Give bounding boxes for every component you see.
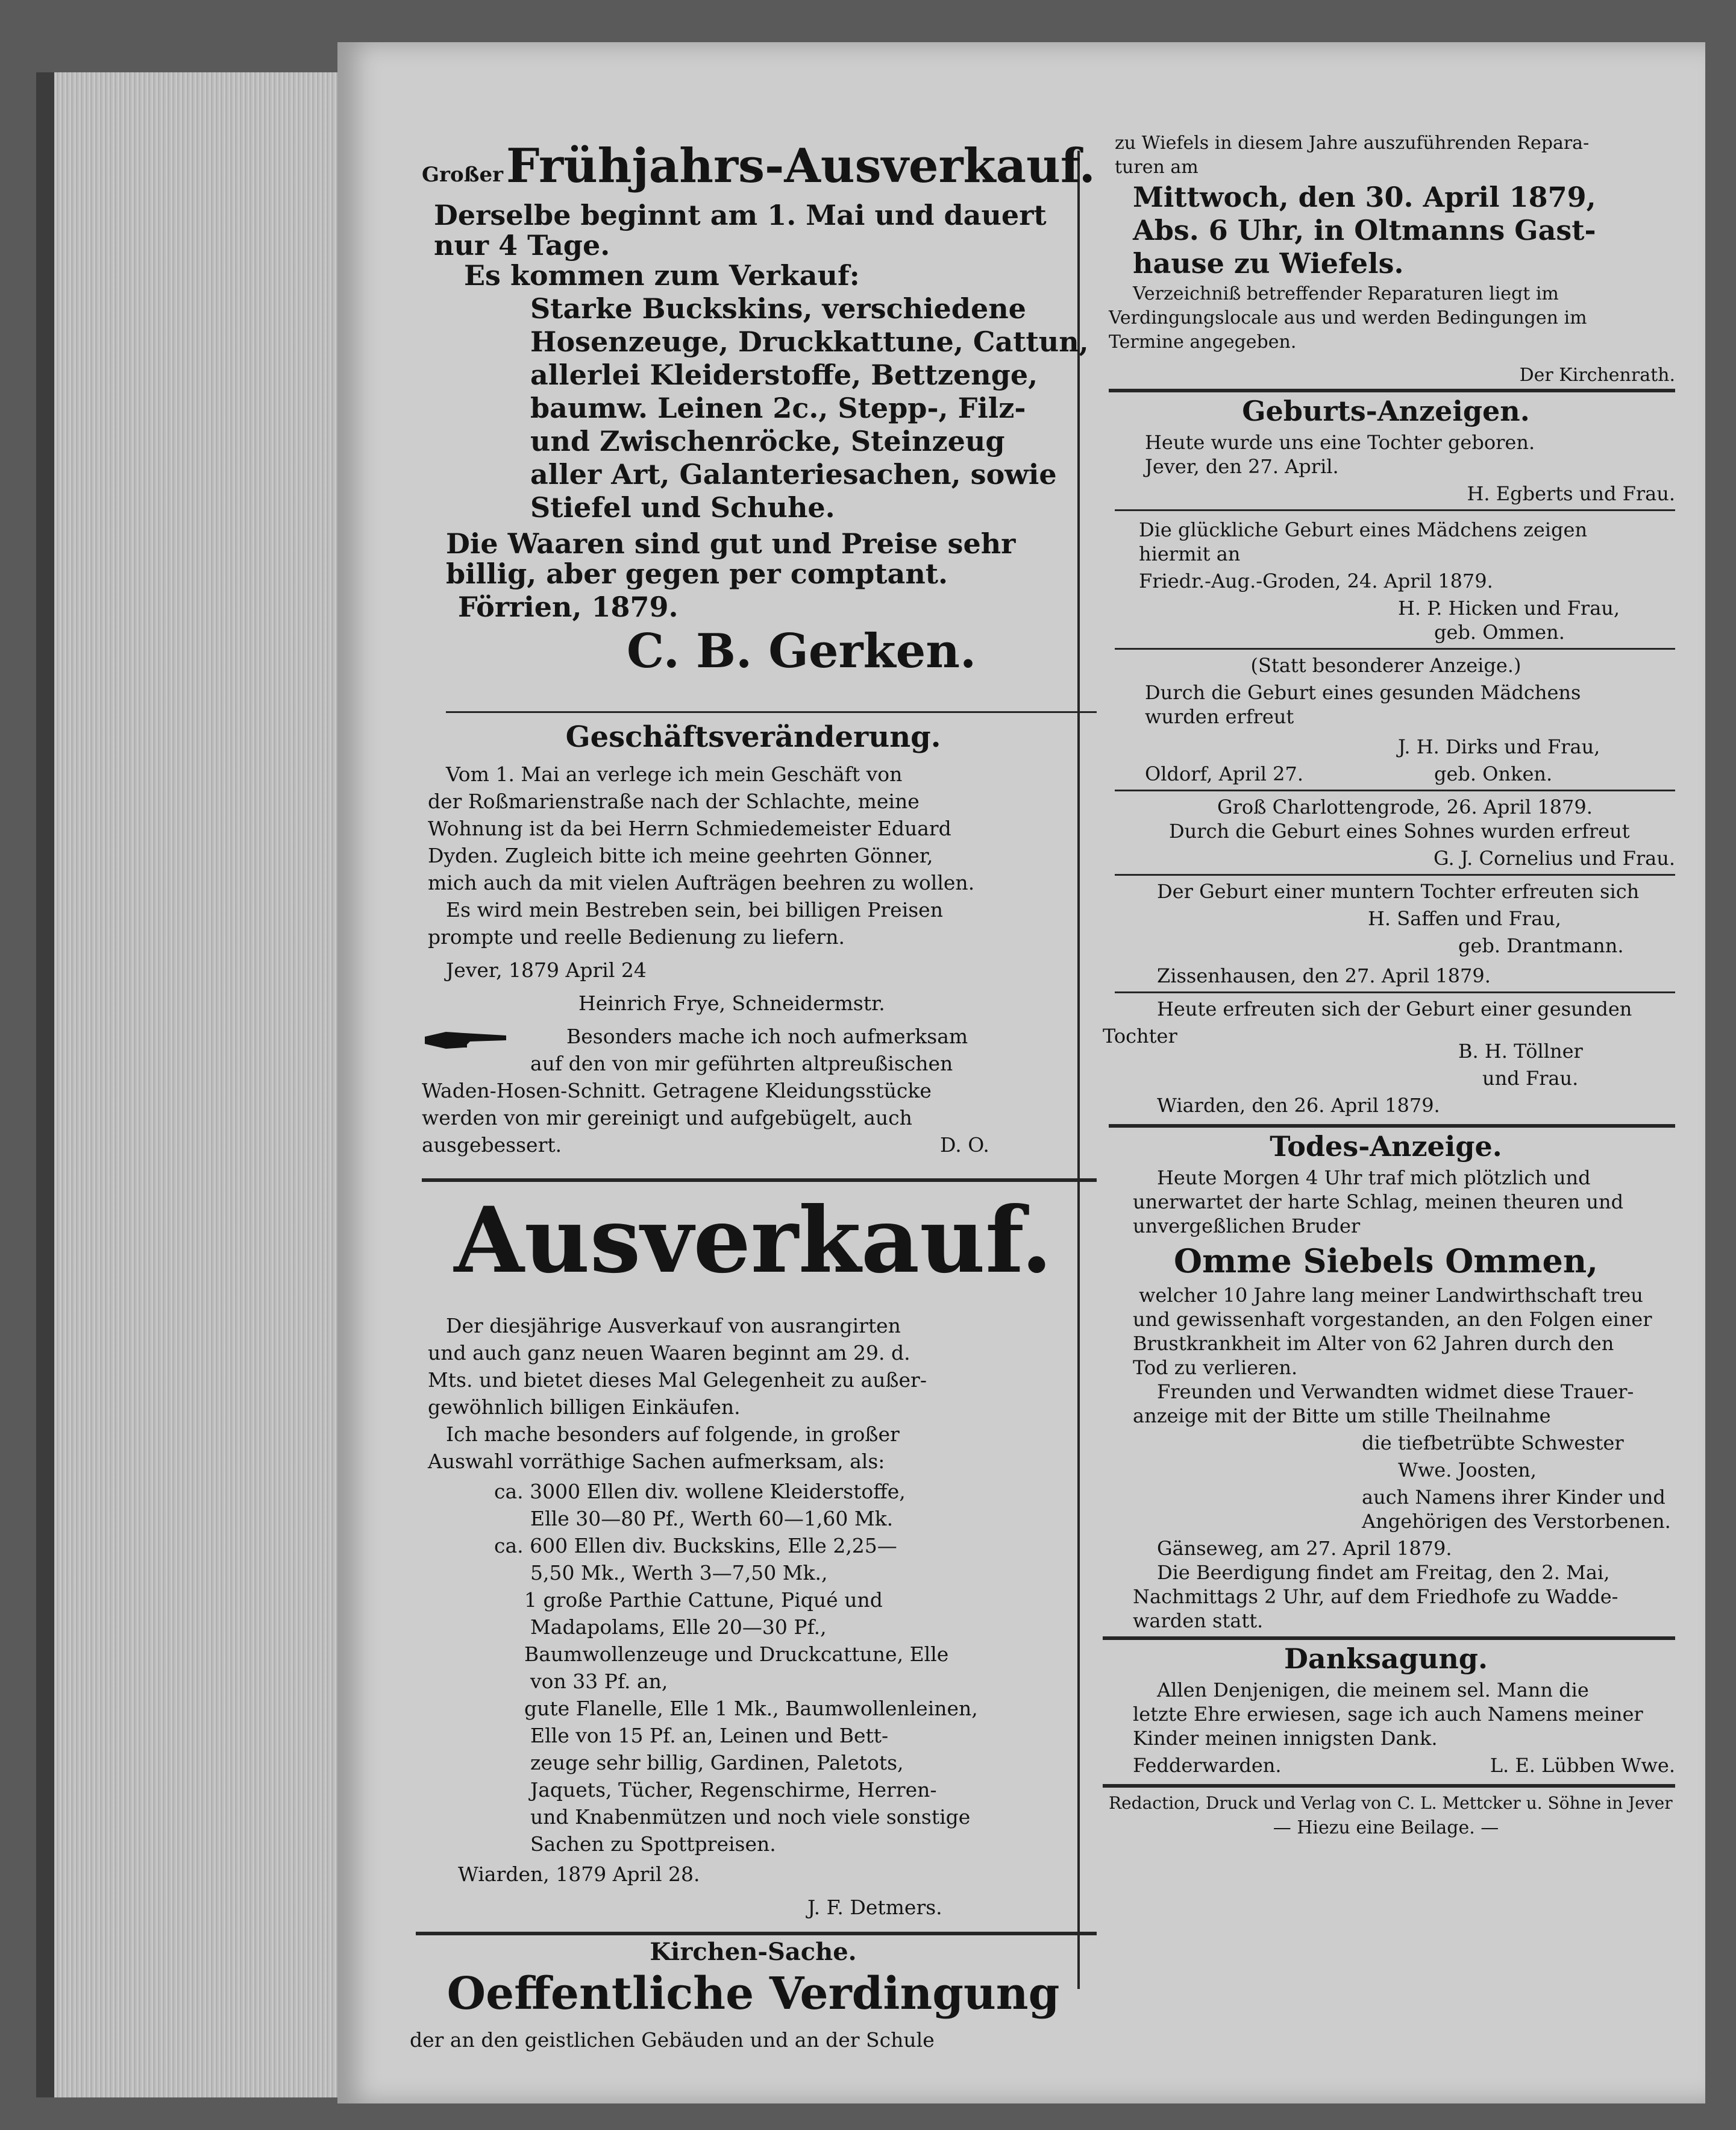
right-column (1097, 133, 1675, 2103)
notice-date-line: Mittwoch, den 30. April 1879, (1133, 181, 1596, 213)
ad-list-item: Madapolams, Elle 20—30 Pf., (530, 1615, 827, 1639)
ad-text-line: Besonders mache ich noch aufmerksam (566, 1025, 968, 1048)
notice-deceased-name: Omme Siebels Ommen, (1174, 1242, 1598, 1280)
ad-text-line: werden von mir gereinigt und aufgebügelt, auch (422, 1106, 912, 1129)
ad-prefix: Großer (422, 163, 504, 187)
ad-place: Wiarden, 1879 April 28. (458, 1862, 700, 1886)
separator (1115, 509, 1675, 511)
notice-line: Tod zu verlieren. (1133, 1356, 1298, 1379)
ad-initials: D. O. (940, 1133, 989, 1157)
ad-signature: J. F. Detmers. (807, 1896, 942, 1919)
notice-signature: Wwe. Joosten, (1398, 1459, 1537, 1481)
separator (1115, 991, 1675, 993)
ad-list-item: Sachen zu Spottpreisen. (530, 1832, 776, 1856)
ad-place: Jever, 1879 April 24 (446, 958, 647, 982)
ad-text-line: Mts. und bietet dieses Mal Gelegenheit zu außer- (428, 1368, 927, 1392)
notice-line: welcher 10 Jahre lang meiner Landwirthschaft treu (1139, 1284, 1643, 1307)
ad-line: Es kommen zum Verkauf: (464, 259, 860, 292)
separator (1115, 790, 1675, 791)
separator (1103, 1784, 1675, 1788)
notice-signature: geb. Drantmann. (1458, 934, 1624, 957)
separator (1109, 1124, 1675, 1128)
ad-text-line: Ich mache besonders auf folgende, in großer (446, 1422, 900, 1446)
notice-signature: auch Namens ihrer Kinder und (1362, 1486, 1665, 1509)
ad-title: Oeffentliche Verdingung (447, 1968, 1060, 2020)
ad-text-line: und auch ganz neuen Waaren beginnt am 29. d. (428, 1341, 910, 1365)
notice-line: Der Geburt einer muntern Tochter erfreuten sich (1157, 880, 1640, 903)
ad-text-line: Waden-Hosen-Schnitt. Getragene Kleidungsstücke (422, 1079, 932, 1102)
notice-place: Wiarden, den 26. April 1879. (1157, 1094, 1440, 1117)
ad-signer: Heinrich Frye, Schneidermstr. (578, 991, 885, 1015)
ad-list-item: 5,50 Mk., Werth 3—7,50 Mk., (530, 1561, 828, 1585)
notice-signature: H. P. Hicken und Frau, (1398, 597, 1620, 620)
ad-list-item: Elle 30—80 Pf., Werth 60—1,60 Mk. (530, 1507, 894, 1530)
ad-title: Geschäftsveränderung. (565, 720, 941, 754)
ad-item: und Zwischenröcke, Steinzeug (530, 425, 1005, 457)
book-page-edges (36, 72, 349, 2097)
notice-line: Durch die Geburt eines gesunden Mädchens (1145, 681, 1581, 704)
separator (446, 711, 1097, 713)
notice-line: Allen Denjenigen, die meinem sel. Mann die (1157, 1679, 1589, 1701)
ad-place: Förrien, 1879. (458, 591, 678, 623)
notice-line: turen am (1115, 157, 1199, 178)
notice-line: (Statt besonderer Anzeige.) (1250, 654, 1521, 677)
notice-line: Durch die Geburt eines Sohnes wurden erfreut (1169, 820, 1630, 843)
ad-text-line: auf den von mir geführten altpreußischen (530, 1052, 953, 1075)
newspaper-page (337, 42, 1705, 2103)
ad-line: Die Waaren sind gut und Preise sehr (446, 527, 1016, 560)
ad-text-line: mich auch da mit vielen Aufträgen beehren zu wollen. (428, 871, 975, 894)
ad-line: nur 4 Tage. (434, 229, 610, 262)
ad-list-item: von 33 Pf. an, (530, 1670, 668, 1693)
separator (422, 1178, 1097, 1182)
separator (416, 1932, 1097, 1935)
notice-signature: die tiefbetrübte Schwester (1362, 1431, 1624, 1454)
ad-text-line: Es wird mein Bestreben sein, bei billigen Preisen (446, 898, 943, 922)
notice-line: Heute erfreuten sich der Geburt einer gesunden (1157, 997, 1632, 1020)
ad-item: baumw. Leinen 2c., Stepp-, Filz- (530, 392, 1026, 424)
notice-line: Jever, den 27. April. (1145, 455, 1339, 478)
separator (1109, 389, 1675, 392)
notice-signature: L. E. Lübben Wwe. (1490, 1754, 1675, 1777)
ad-item: Hosenzeuge, Druckkattune, Cattun, (530, 325, 1089, 358)
notice-title: Todes-Anzeige. (1270, 1130, 1502, 1163)
notice-signature: geb. Onken. (1434, 762, 1553, 785)
notice-line: Kinder meinen innigsten Dank. (1133, 1727, 1438, 1750)
ad-text-line: Der diesjährige Ausverkauf von ausrangirten (446, 1314, 901, 1337)
notice-place: Zissenhausen, den 27. April 1879. (1157, 964, 1491, 987)
notice-date-line: hause zu Wiefels. (1133, 247, 1404, 280)
ad-list-item: Elle von 15 Pf. an, Leinen und Bett- (530, 1724, 889, 1747)
imprint-publisher: Redaction, Druck und Verlag von C. L. Mettcker u. Söhne in Jever (1109, 1793, 1673, 1813)
notice-signature: und Frau. (1482, 1067, 1579, 1090)
ad-line: billig, aber gegen per comptant. (446, 558, 948, 590)
ad-list-item: gute Flanelle, Elle 1 Mk., Baumwollenleinen, (524, 1697, 978, 1720)
notice-signature: J. H. Dirks und Frau, (1398, 735, 1600, 758)
notice-line: und gewissenhaft vorgestanden, an den Folgen einer (1133, 1308, 1652, 1331)
notice-date-line: Abs. 6 Uhr, in Oltmanns Gast- (1133, 214, 1596, 247)
notice-line: Verdingungslocale aus und werden Bedingungen im (1109, 307, 1587, 328)
notice-line: anzeige mit der Bitte um stille Theilnahme (1133, 1404, 1551, 1427)
ad-item: Stiefel und Schuhe. (530, 491, 835, 524)
separator (1103, 1636, 1675, 1640)
ad-list-item: 1 große Parthie Cattune, Piqué und (524, 1588, 883, 1612)
notice-place: Oldorf, April 27. (1145, 762, 1303, 785)
notice-signature: G. J. Cornelius und Frau. (1434, 847, 1675, 870)
notice-title: Geburts-Anzeigen. (1242, 395, 1530, 427)
ad-text-line: Vom 1. Mai an verlege ich mein Geschäft von (446, 762, 903, 786)
notice-line: Termine angegeben. (1109, 331, 1297, 353)
notice-signature: geb. Ommen. (1434, 621, 1565, 644)
notice-line: Friedr.-Aug.-Groden, 24. April 1879. (1139, 570, 1493, 592)
notice-line: Heute wurde uns eine Tochter geboren. (1145, 431, 1535, 454)
ad-list-item: ca. 600 Ellen div. Buckskins, Elle 2,25— (494, 1534, 897, 1557)
notice-line: Nachmittags 2 Uhr, auf dem Friedhofe zu Wadde- (1133, 1585, 1618, 1608)
notice-signature: B. H. Töllner (1458, 1040, 1583, 1063)
notice-signature: H. Saffen und Frau, (1368, 907, 1561, 930)
notice-place: Gänseweg, am 27. April 1879. (1157, 1537, 1452, 1560)
ad-text-line: Wohnung ist da bei Herrn Schmiedemeister Eduard (428, 817, 951, 840)
notice-title: Danksagung. (1284, 1642, 1488, 1675)
notice-line: warden statt. (1133, 1609, 1264, 1632)
ad-item: Starke Buckskins, verschiedene (530, 292, 1026, 325)
ad-text-line: gewöhnlich billigen Einkäufen. (428, 1395, 741, 1419)
separator (1115, 648, 1675, 650)
notice-line: Die Beerdigung findet am Freitag, den 2. Mai, (1157, 1561, 1610, 1584)
notice-line: Die glückliche Geburt eines Mädchens zeigen (1139, 518, 1588, 541)
ad-list-item: Baumwollenzeuge und Druckcattune, Elle (524, 1642, 949, 1666)
ad-text-line: ausgebessert. (422, 1133, 562, 1157)
imprint-supplement: — Hiezu eine Beilage. — (1273, 1817, 1499, 1838)
separator (1115, 874, 1675, 876)
ad-list-item: zeuge sehr billig, Gardinen, Paletots, (530, 1751, 904, 1774)
ad-list-item: ca. 3000 Ellen div. wollene Kleiderstoffe, (494, 1480, 906, 1503)
ad-header: Kirchen-Sache. (650, 1938, 857, 1966)
notice-signature: Der Kirchenrath. (1519, 365, 1675, 386)
notice-line: Freunden und Verwandten widmet diese Trauer- (1157, 1380, 1634, 1403)
ad-text-line: der an den geistlichen Gebäuden und an der Schule (410, 2028, 935, 2052)
ad-signature: C. B. Gerken. (627, 624, 977, 679)
ad-title: Ausverkauf. (454, 1187, 1053, 1293)
ad-text-line: Dyden. Zugleich bitte ich meine geehrten Gönner, (428, 844, 933, 867)
pointing-hand-icon (422, 1025, 512, 1055)
notice-line: Tochter (1103, 1025, 1177, 1048)
ad-item: aller Art, Galanteriesachen, sowie (530, 458, 1057, 491)
notice-line: wurden erfreut (1145, 705, 1294, 728)
notice-line: Heute Morgen 4 Uhr traf mich plötzlich und (1157, 1166, 1591, 1189)
notice-place: Fedderwarden. (1133, 1754, 1282, 1777)
ad-line: Derselbe beginnt am 1. Mai und dauert (434, 199, 1047, 231)
notice-signature: H. Egberts und Frau. (1467, 482, 1675, 505)
ad-item: allerlei Kleiderstoffe, Bettzenge, (530, 359, 1038, 391)
notice-line: letzte Ehre erwiesen, sage ich auch Namens meiner (1133, 1703, 1643, 1726)
notice-line: Verzeichniß betreffender Reparaturen liegt im (1133, 283, 1559, 304)
notice-line: unerwartet der harte Schlag, meinen theuren und (1133, 1190, 1624, 1213)
notice-line: zu Wiefels in diesem Jahre auszuführenden Repara- (1115, 133, 1590, 154)
ad-list-item: und Knabenmützen und noch viele sonstige (530, 1805, 971, 1829)
ad-text-line: prompte und reelle Bedienung zu liefern. (428, 925, 845, 949)
notice-line: Brustkrankheit im Alter von 62 Jahren durch den (1133, 1332, 1614, 1355)
left-column (410, 133, 1097, 2103)
notice-line: hiermit an (1139, 542, 1241, 565)
notice-line: unvergeßlichen Bruder (1133, 1214, 1361, 1237)
notice-place: Groß Charlottengrode, 26. April 1879. (1217, 796, 1593, 818)
ad-title: Frühjahrs-Ausverkauf. (506, 139, 1095, 193)
ad-list-item: Jaquets, Tücher, Regenschirme, Herren- (530, 1778, 937, 1802)
ad-text-line: der Roßmarienstraße nach der Schlachte, meine (428, 790, 920, 813)
ad-text-line: Auswahl vorräthige Sachen aufmerksam, als: (428, 1450, 885, 1473)
notice-signature: Angehörigen des Verstorbenen. (1362, 1510, 1671, 1533)
